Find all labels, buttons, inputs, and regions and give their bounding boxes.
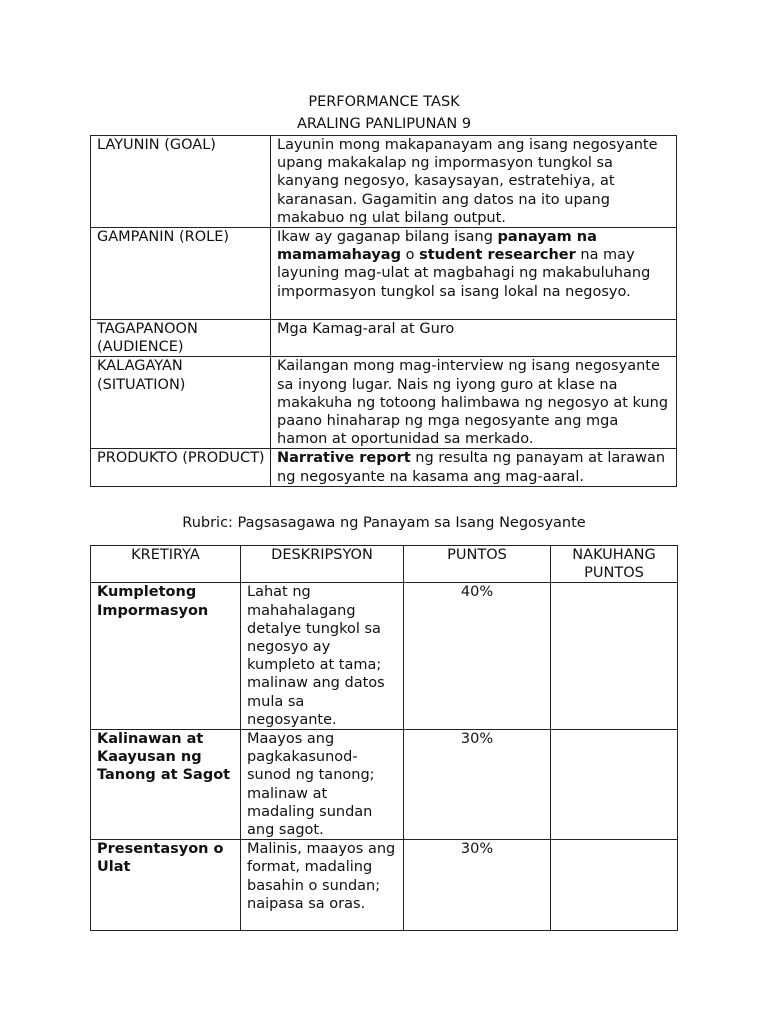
header-points: PUNTOS [404, 546, 551, 583]
points-cell: 30% [404, 840, 551, 931]
goal-row [91, 136, 677, 228]
header-description: DESKRIPSYON [241, 546, 404, 583]
situation-text: Kailangan mong mag-interview ng isang negosyante sa inyong lugar. Nais ng iyong guro at klase na makakuha ng totoong halimbawa ng negosyo at kung paano hinaharap ng mga negosyante ang mga hamon at oportunidad sa merkado. [271, 357, 677, 449]
table-row [91, 840, 678, 931]
score-cell [551, 583, 678, 730]
role-title-bold: panayam na mamamahayag [277, 229, 597, 264]
description-cell: Maayos ang pagkakasunod-sunod ng tanong; malinaw at madaling sundan ang sagot. [241, 730, 404, 840]
document-title: PERFORMANCE TASK [308, 94, 460, 110]
rubric-title: Rubric: Pagsasagawa ng Panayam sa Isang Negosyante [182, 515, 586, 531]
performance-task-table [90, 135, 677, 487]
criteria-cell [91, 730, 241, 840]
criteria-cell [91, 583, 241, 730]
role-text-part: Ikaw ay gaganap bilang isang [277, 229, 498, 246]
audience-row [91, 320, 677, 357]
criteria-cell [91, 840, 241, 931]
description-cell: Lahat ng mahahalagang detalye tungkol sa negosyo ay kumpleto at tama; malinaw ang datos mula sa negosyante. [241, 583, 404, 730]
role-text-part: na may layuning mag-ulat at magbahagi ng makabuluhang impormasyon tungkol sa isang lokal na negosyo. [277, 247, 651, 300]
role-text-part: o [400, 247, 420, 264]
product-text [271, 449, 677, 486]
product-text-part: ng resulta ng panayam at larawan ng negosyante na kasama ang mag-aaral. [277, 450, 666, 485]
rubric-table [90, 545, 678, 931]
document-subtitle: ARALING PANLIPUNAN 9 [296, 116, 472, 132]
points-cell: 40% [404, 583, 551, 730]
audience-text: Mga Kamag-aral at Guro [271, 320, 677, 357]
criteria-text: Kalinawan at Kaayusan ng Tanong at Sagot [97, 731, 231, 784]
product-bold: Narrative report [277, 450, 411, 467]
goal-label: LAYUNIN (GOAL) [91, 136, 271, 228]
table-row [91, 730, 678, 840]
score-cell [551, 840, 678, 931]
points-cell: 30% [404, 730, 551, 840]
header-score: NAKUHANG PUNTOS [551, 546, 678, 583]
rubric-header-row [91, 546, 678, 583]
description-cell: Malinis, maayos ang format, madaling basahin o sundan; naipasa sa oras. [241, 840, 404, 931]
role-text [271, 228, 677, 320]
situation-label: KALAGAYAN (SITUATION) [91, 357, 271, 449]
criteria-text: Kumpletong Impormasyon [97, 584, 209, 619]
product-label: PRODUKTO (PRODUCT) [91, 449, 271, 486]
goal-text: Layunin mong makapanayam ang isang negosyante upang makakalap ng impormasyon tungkol sa kanyang negosyo, kasaysayan, estratehiya, at karanasan. Gagamitin ang datos na ito upang makabuo ng ulat bilang output. [271, 136, 677, 228]
header-criteria: KRETIRYA [91, 546, 241, 583]
criteria-text: Presentasyon o Ulat [97, 841, 224, 876]
situation-row [91, 357, 677, 449]
role-row [91, 228, 677, 320]
role-label: GAMPANIN (ROLE) [91, 228, 271, 320]
product-row [91, 449, 677, 486]
table-row [91, 583, 678, 730]
score-cell [551, 730, 678, 840]
role-alt-title-bold: student researcher [419, 247, 576, 264]
audience-label: TAGAPANOON (AUDIENCE) [91, 320, 271, 357]
